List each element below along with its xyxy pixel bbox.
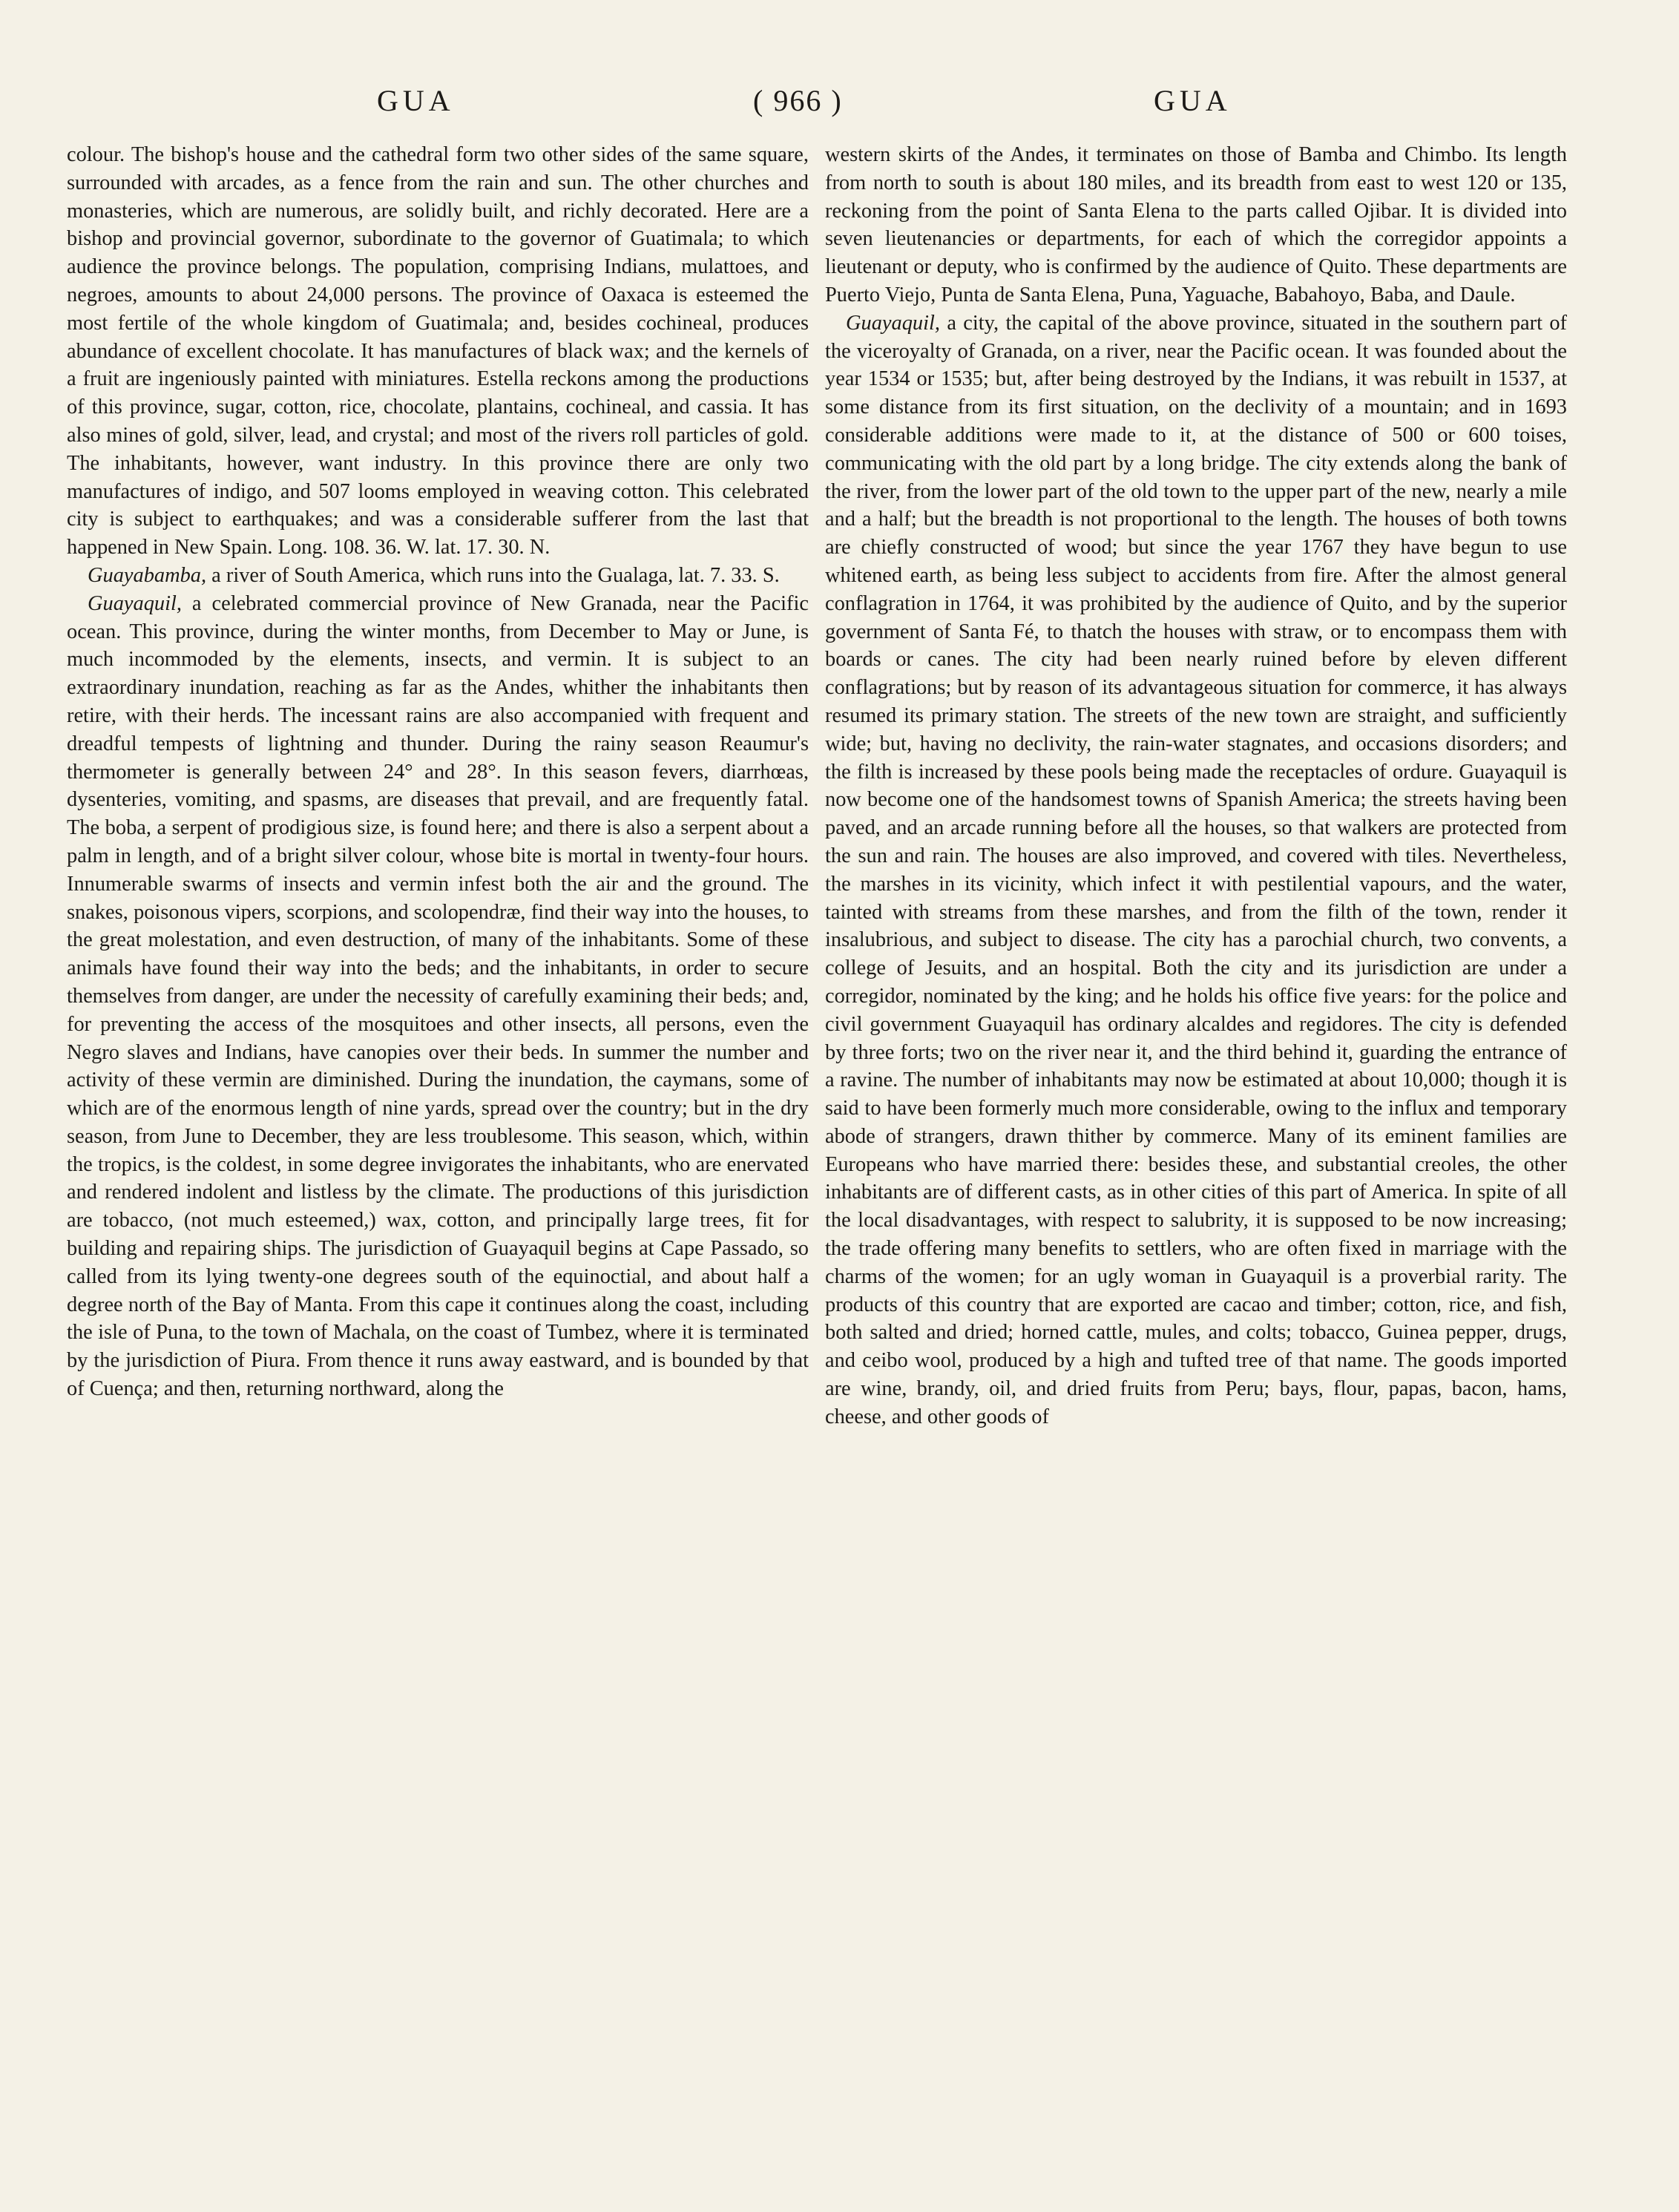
entry-guayaquil-city	[825, 309, 1567, 1431]
entry-text: a city, the capital of the above province, situated in the southern part of the viceroyalty of Granada, on a river, near the Pacific ocean. It was founded about the year 1534 or 1535; but, after being destroyed by the Indians, it was rebuilt in 1537, at some distance from its first situation, on the declivity of a mountain; and in 1693 considerable additions were made to it, at the distance of 500 or 600 toises, communicating with the old part by a long bridge. The city extends along the bank of the river, from the lower part of the old town to the upper part of the new, nearly a mile and a half; but the breadth is not proportional to the length. The houses of both towns are chiefly constructed of wood; but since the year 1767 they have begun to use whitened earth, as being less subject to accidents from fire. After the almost general conflagration in 1764, it was prohibited by the audience of Quito, and by the superior government of Santa Fé, to thatch the houses with straw, or to encompass them with boards or canes. The city had been nearly ruined before by eleven different conflagrations; but by reason of its advantageous situation for commerce, it has always resumed its primary station. The streets of the new town are straight, and sufficiently wide; but, having no declivity, the rain-water stagnates, and occasions disorders; and the filth is increased by these pools being made the receptacles of ordure. Guayaquil is now become one of the handsomest towns of Spanish America; the streets having been paved, and an arcade running before all the houses, so that walkers are protected from the sun and rain. The houses are also improved, and covered with tiles. Nevertheless, the marshes in its vicinity, which infect it with pestilential vapours, and the water, tainted with streams from these marshes, and from the filth of the town, render it insalubrious, and subject to disease. The city has a parochial church, two convents, a college of Jesuits, and an hospital. Both the city and its jurisdiction are under a corregidor, nominated by the king; and he holds his office five years: for the police and civil government Guayaquil has ordinary alcaldes and regidores. The city is defended by three forts; two on the river near it, and the third behind it, guarding the entrance of a ravine. The number of inhabitants may now be estimated at about 10,000; though it is said to have been formerly much more considerable, owing to the influx and temporary abode of strangers, drawn thither by commerce. Many of its eminent families are Europeans who have married there: besides these, and substantial creoles, the other inhabitants are of different casts, as in other cities of this part of America. In spite of all the local disadvantages, with respect to salubrity, it is supposed to be now increasing; the trade offering many benefits to settlers, who are often fixed in marriage with the charms of the women; for an ugly woman in Guayaquil is a proverbial rarity. The products of this country that are exported are cacao and timber; cotton, rice, and fish, both salted and dried; horned cattle, mules, and colts; tobacco, Guinea pepper, drugs, and ceibo wool, produced by a high and tufted tree of that name. The goods imported are wine, brandy, oil, and dried fruits from Peru; bays, flour, papas, bacon, hams, cheese, and other goods of	[825, 311, 1567, 1428]
entry-headword: Guayaquil,	[846, 311, 940, 335]
column-right	[825, 141, 1567, 2189]
paragraph-oaxaca-continued: colour. The bishop's house and the cathedral form two other sides of the same square, surrounded with arcades, as a fence from the rain and sun. The other churches and monasteries, which are numerous, are solidly built, and richly decorated. Here are a bishop and provincial governor, subordinate to the governor of Guatimala; to which audience the province belongs. The population, comprising Indians, mulattoes, and negroes, amounts to about 24,000 persons. The province of Oaxaca is esteemed the most fertile of the whole kingdom of Guatimala; and, besides cochineal, produces abundance of excellent chocolate. It has manufactures of black wax; and the kernels of a fruit are ingeniously painted with miniatures. Estella reckons among the productions of this province, sugar, cotton, rice, chocolate, plantains, cochineal, and cassia. It has also mines of gold, silver, lead, and crystal; and most of the rivers roll particles of gold. The inhabitants, however, want industry. In this province there are only two manufactures of indigo, and 507 looms employed in weaving cotton. This celebrated city is subject to earthquakes; and was a considerable sufferer from the last that happened in New Spain. Long. 108. 36. W. lat. 17. 30. N.	[67, 143, 809, 559]
column-left	[67, 141, 809, 2189]
entry-headword: Guayabamba,	[88, 563, 207, 587]
running-header	[0, 83, 1679, 128]
entry-text: a celebrated commercial province of New Granada, near the Pacific ocean. This province, during the winter months, from December to May or June, is much incommoded by the elements, insects, and vermin. It is subject to an extraordinary inundation, reaching as far as the Andes, whither the inhabitants then retire, with their herds. The incessant rains are also accompanied with frequent and dreadful tempests of lightning and thunder. During the rainy season Reaumur's thermometer is generally between 24° and 28°. In this season fevers, diarrhœas, dysenteries, vomiting, and spasms, are diseases that prevail, and are frequently fatal. The boba, a serpent of prodigious size, is found here; and there is also a serpent about a palm in length, and of a bright silver colour, whose bite is mortal in twenty-four hours. Innumerable swarms of insects and vermin infest both the air and the ground. The snakes, poisonous vipers, scorpions, and scolopendræ, find their way into the houses, to the great molestation, and even destruction, of many of the inhabitants. Some of these animals have found their way into the beds; and the inhabitants, in order to secure themselves from danger, are under the necessity of carefully examining their beds; and, for preventing the access of the mosquitoes and other insects, all persons, even the Negro slaves and Indians, have canopies over their beds. In summer the number and activity of these vermin are diminished. During the inundation, the caymans, some of which are of the enormous length of nine yards, spread over the country; but in the dry season, from June to December, they are less troublesome. This season, which, within the tropics, is the coldest, in some degree invigorates the inhabitants, who are enervated and rendered indolent and listless by the climate. The productions of this jurisdiction are tobacco, (not much esteemed,) wax, cotton, and principally large trees, fit for building and repairing ships. The jurisdiction of Guayaquil begins at Cape Passado, so called from its lying twenty-one degrees south of the equinoctial, and about half a degree north of the Bay of Manta. From this cape it continues along the coast, including the isle of Puna, to the town of Machala, on the coast of Tumbez, where it is terminated by the jurisdiction of Piura. From thence it runs away eastward, and is bounded by that of Cuença; and then, returning northward, along the	[67, 591, 809, 1401]
entry-text: a river of South America, which runs into the Gualaga, lat. 7. 33. S.	[206, 563, 780, 587]
page-number: ( 966 )	[753, 84, 843, 117]
entry-guayabamba	[67, 562, 809, 590]
paragraph-guayaquil-province-continued: western skirts of the Andes, it terminates on those of Bamba and Chimbo. Its length from north to south is about 180 miles, and its breadth from east to west 120 or 135, reckoning from the point of Santa Elena to the parts called Ojibar. It is divided into seven lieutenancies or departments, for each of which the corregidor appoints a lieutenant or deputy, who is confirmed by the audience of Quito. These departments are Puerto Viejo, Punta de Santa Elena, Puna, Yaguache, Babahoyo, Baba, and Daule.	[825, 143, 1567, 306]
entry-guayaquil-province	[67, 590, 809, 1403]
header-left: GUA	[377, 84, 455, 117]
entry-headword: Guayaquil,	[88, 591, 182, 615]
header-right: GUA	[1154, 84, 1232, 117]
